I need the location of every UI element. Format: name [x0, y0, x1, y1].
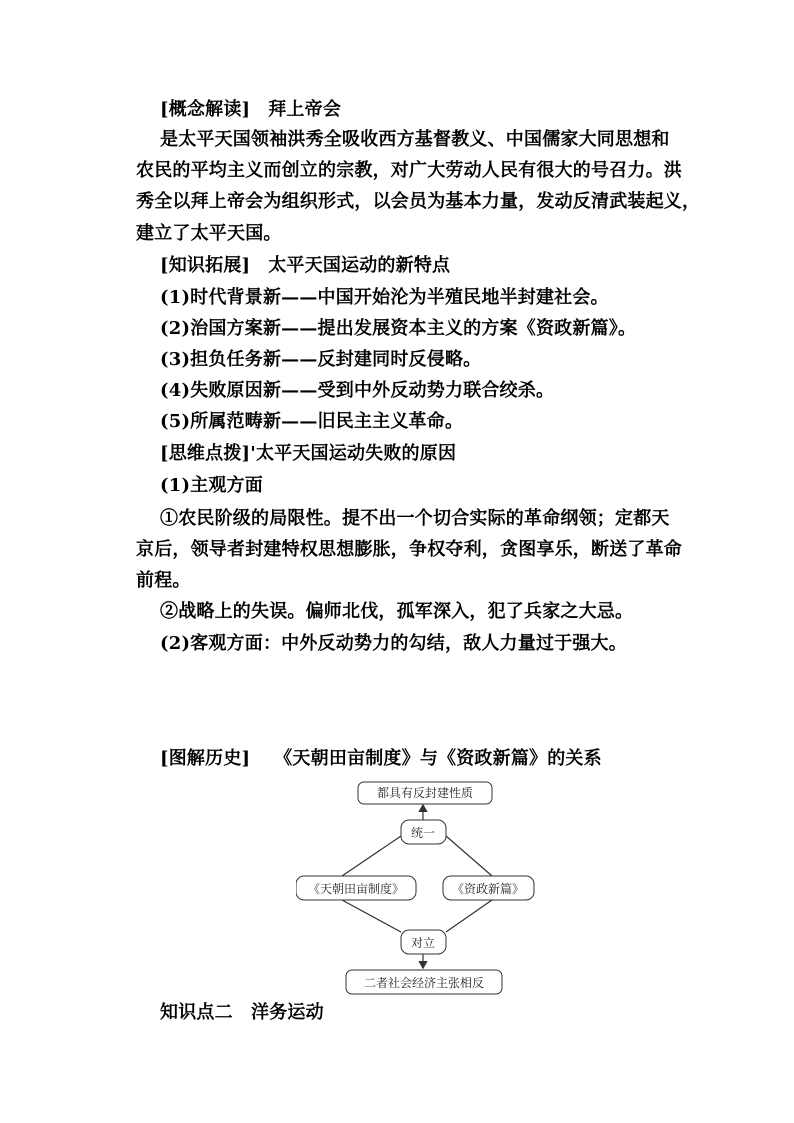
line-unify-to-left — [342, 836, 401, 876]
expand-item-5: (5)所属范畴新——旧民主主义革命。 — [160, 411, 464, 432]
diagram-tag: [图解历史] — [160, 748, 251, 769]
concept-line-3: 秀全以拜上帝会为组织形式，以会员为基本力量，发动反清武装起义， — [136, 191, 701, 212]
line-right-to-oppose — [446, 900, 492, 932]
thinking-tag: [思维点拨]' — [160, 443, 256, 464]
node-oppose — [401, 930, 446, 954]
expand-item-1: (1)时代背景新——中国开始沦为半殖民地半封建社会。 — [160, 287, 609, 308]
expand-item-2: (2)治国方案新——提出发展资本主义的方案《资政新篇》。 — [160, 318, 637, 339]
node-unify-label: 统一 — [410, 826, 436, 840]
node-oppose-label: 对立 — [410, 936, 436, 950]
concept-heading — [160, 96, 341, 124]
diagram-heading — [160, 745, 602, 773]
node-left — [296, 876, 416, 900]
thinking-heading — [160, 440, 456, 468]
node-bottom-label: 二者社会经济主张相反 — [363, 976, 485, 990]
concept-line-4: 建立了太平天国。 — [136, 223, 282, 244]
thinking-sub-2: (2)客观方面：中外反动势力的勾结，敌人力量过于强大。 — [160, 633, 627, 654]
thinking-point1-line-3: 前程。 — [136, 570, 191, 591]
relationship-diagram — [296, 780, 536, 996]
expand-heading — [160, 252, 450, 280]
diagram-title: 《天朝田亩制度》与《资政新篇》的关系 — [274, 748, 602, 769]
line-unify-to-right — [446, 836, 492, 876]
thinking-point1-line-1: ①农民阶级的局限性。提不出一个切合实际的革命纲领；定都天 — [160, 508, 670, 529]
thinking-sub-1: (1)主观方面 — [160, 475, 263, 496]
thinking-point-2: ②战略上的失误。偏师北伐，孤军深入，犯了兵家之大忌。 — [160, 601, 634, 622]
concept-tag: [概念解读] — [160, 99, 251, 120]
expand-tag: [知识拓展] — [160, 255, 251, 276]
relationship-diagram-svg — [296, 780, 536, 996]
node-top — [358, 782, 492, 804]
concept-line-2: 农民的平均主义而创立的宗教，对广大劳动人民有很大的号召力。洪 — [136, 160, 682, 181]
concept-line-1: 是太平天国领袖洪秀全吸收西方基督教义、中国儒家大同思想和 — [160, 129, 670, 150]
node-bottom — [346, 970, 502, 994]
node-right-label: 《资政新篇》 — [451, 882, 525, 896]
expand-title: 太平天国运动的新特点 — [268, 255, 451, 276]
node-right — [443, 876, 534, 900]
expand-item-4: (4)失败原因新——受到中外反动势力联合绞杀。 — [160, 380, 555, 401]
node-top-label: 都具有反封建性质 — [376, 786, 474, 800]
next-section-heading: 知识点二 洋务运动 — [160, 1002, 324, 1023]
concept-title: 拜上帝会 — [268, 99, 342, 120]
line-left-to-oppose — [342, 900, 401, 932]
node-left-label: 《天朝田亩制度》 — [307, 882, 405, 896]
node-unify — [401, 820, 446, 844]
thinking-point1-line-2: 京后，领导者封建特权思想膨胀，争权夺利，贪图享乐，断送了革命 — [136, 539, 682, 560]
thinking-title: 太平天国运动失败的原因 — [255, 443, 457, 464]
expand-item-3: (3)担负任务新——反封建同时反侵略。 — [160, 349, 482, 370]
